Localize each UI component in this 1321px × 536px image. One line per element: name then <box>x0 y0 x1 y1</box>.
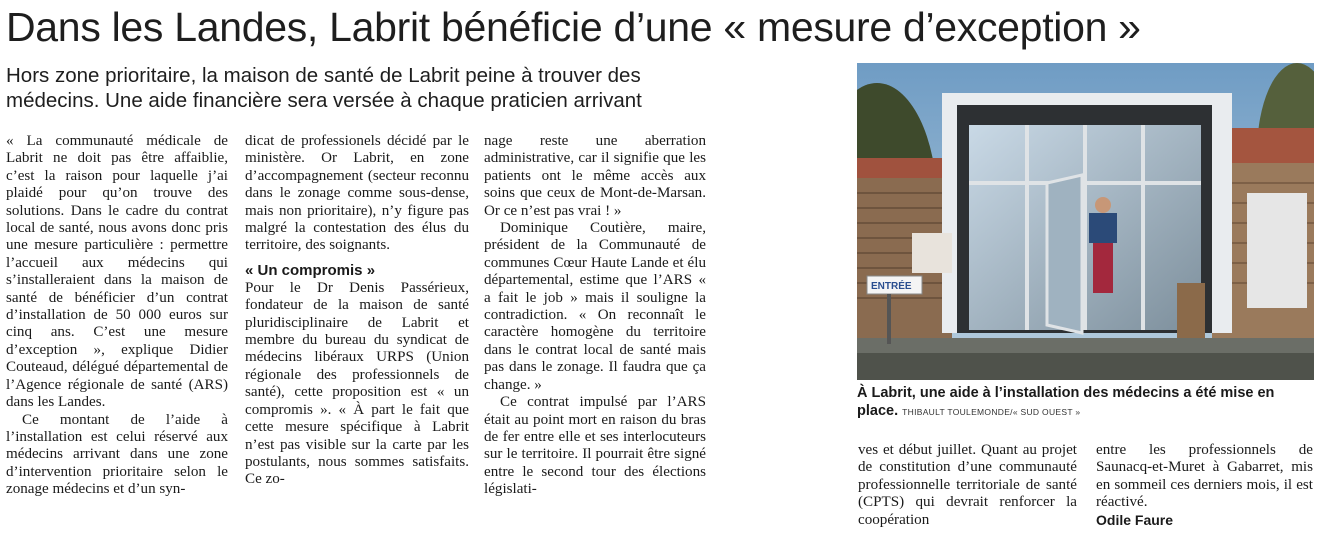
caption-text: À Labrit, une aide à l’installation des médecins a été mise en place. <box>857 385 1275 419</box>
paragraph: Pour le Dr Denis Passérieux, fondateur de la maison de santé pluridisciplinaire de Labrit et membre du bureau du syndicat de médecins libéraux URPS (Union régionale des professionnels de santé), cette proposition est « un compromis ». « À part le fait que cette mesure spécifique à Labrit n’est pas visible sur la carte par les postulants, nous sommes satisfaits. Ce zo- <box>245 279 469 488</box>
paragraph: Dominique Coutière, maire, président de la Communauté de communes Cœur Haute Lande et élu départemental, estime que l’ARS « a fait le job » mais il souligne la contradiction. « On reconnaît le caractère homogène du territoire dans le contrat local de santé mais pas dans le zonage. Il faudra que ça change. » <box>484 220 706 393</box>
paragraph: ves et début juillet. Quant au projet de constitution d’une communauté professionnelle territoriale de santé (CPTS) qui devrait renforcer la coopération <box>858 442 1077 528</box>
deck: Hors zone prioritaire, la maison de santé de Labrit peine à trouver des médecins. Une aide financière sera versée à chaque praticien arrivant <box>6 64 642 112</box>
column-5 <box>1096 442 1313 529</box>
headline: Dans les Landes, Labrit bénéficie d’une « mesure d’exception » <box>6 4 1141 50</box>
entrance-sign: ENTRÉE <box>871 281 912 292</box>
column-3 <box>484 133 706 499</box>
paragraph: « La communauté médicale de Labrit ne doit pas être affaiblie, c’est la raison pour laquelle j’ai plaidé pour qu’on trouve des solutions. Dans le cadre du contrat local de santé, nous avons donc pris une mesure particulière : permettre l’accueil aux médecins qui s’installeraient dans la maison de santé de bénéficier d’un contrat d’installation de 50 000 euros sur cinq ans. C’est une mesure d’exception », explique Didier Couteaud, délégué départemental de l’Agence régionale de santé (ARS) dans les Landes. <box>6 133 228 411</box>
column-1 <box>6 133 228 499</box>
paragraph: Ce contrat impulsé par l’ARS était au point mort en raison du bras de fer entre elle et ses interlocuteurs sur le territoire. Il pourrait être signé entre le second tour des élections législati- <box>484 394 706 498</box>
article-photo <box>857 63 1314 380</box>
subhead: « Un compromis » <box>245 261 376 279</box>
paragraph: entre les professionnels de Saunacq-et-Muret à Gabarret, mis en sommeil ces derniers mois, il est réactivé. <box>1096 442 1313 511</box>
paragraph: Ce montant de l’aide à l’installation est celui réservé aux médecins arrivant dans une zone d’intervention prioritaire selon le zonage médecins et d’un syn- <box>6 411 228 498</box>
author-byline: Odile Faure <box>1096 511 1174 528</box>
paragraph: nage reste une aberration administrative, car il signifie que les patients ont le même accès aux soins que ceux de Mont-de-Marsan. Or ce n’est pas vrai ! » <box>484 133 706 219</box>
column-2 <box>245 133 469 489</box>
column-4 <box>858 442 1077 529</box>
photo-credit: THIBAULT TOULEMONDE/« SUD OUEST » <box>902 407 1081 417</box>
photo-illustration <box>857 63 1314 380</box>
photo-caption <box>857 384 1315 421</box>
paragraph: dicat de professionels décidé par le ministère. Or Labrit, en zone d’accompagnement (secteur reconnu dans le zonage comme sous-dense, mais non prioritaire), n’y figure pas malgré la contestation des élus du territoire, des soignants. <box>245 133 469 254</box>
